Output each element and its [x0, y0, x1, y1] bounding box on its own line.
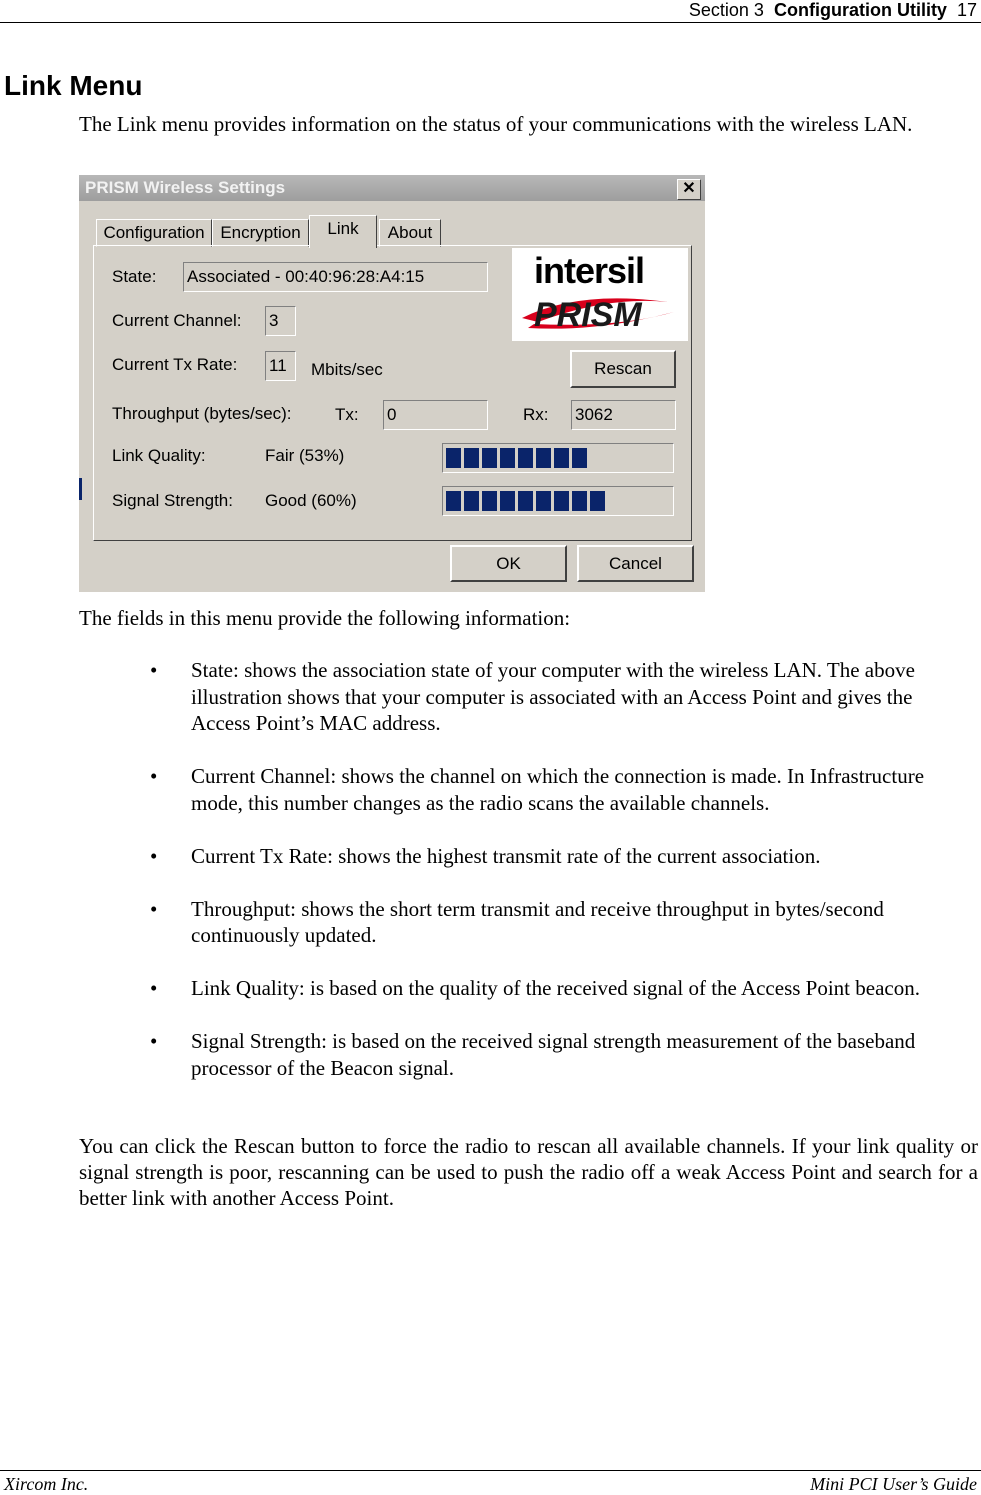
header-title: Configuration Utility	[773, 0, 947, 20]
close-button[interactable]: ✕	[677, 179, 701, 200]
edge-artifact	[79, 478, 82, 500]
signal-strength-bar-fill	[446, 491, 605, 511]
page-header	[0, 0, 981, 23]
intro-paragraph: The Link menu provides information on the status of your communications with the wireless LAN.	[79, 112, 913, 136]
list-item	[150, 1028, 970, 1081]
intersil-prism-logo	[512, 248, 688, 341]
progress-block	[518, 448, 533, 468]
footer-company: Xircom Inc.	[4, 1474, 89, 1494]
list-item-text: Current Channel: shows the channel on which the connection is made. In Infrastructure mode, this number changes as the radio scans the available channels.	[191, 764, 925, 815]
channel-label: Current Channel:	[112, 311, 242, 330]
list-item	[150, 763, 970, 816]
fields-intro: The fields in this menu provide the following information:	[79, 606, 571, 630]
field-descriptions-list	[150, 657, 970, 1108]
footer-guide-title: Mini PCI User’s Guide	[810, 1474, 977, 1494]
progress-block	[446, 448, 461, 468]
link-quality-bar	[442, 443, 674, 473]
logo-intersil-text: intersil	[534, 250, 645, 291]
tab-encryption[interactable]: Encryption	[212, 219, 309, 247]
footer-rule	[0, 1470, 981, 1471]
bullet-icon: •	[150, 843, 158, 868]
list-item	[150, 896, 970, 949]
tx-rate-label: Current Tx Rate:	[112, 355, 238, 374]
progress-block	[536, 448, 551, 468]
progress-block	[482, 491, 497, 511]
tab-about[interactable]: About	[379, 219, 441, 247]
bullet-icon: •	[150, 896, 158, 921]
ok-button[interactable]: OK	[450, 545, 567, 582]
progress-block	[500, 448, 515, 468]
rx-label: Rx:	[523, 405, 549, 424]
progress-block	[464, 448, 479, 468]
progress-block	[518, 491, 533, 511]
progress-block	[590, 491, 605, 511]
page-title: Link Menu	[4, 70, 143, 101]
list-item-text: Throughput: shows the short term transmit and receive throughput in bytes/second continuously updated.	[191, 896, 884, 947]
list-item-text: Signal Strength: is based on the received signal strength measurement of the baseband processor of the Beacon signal.	[191, 1029, 916, 1080]
tx-label: Tx:	[335, 405, 359, 424]
bullet-icon: •	[150, 976, 158, 1000]
state-label: State:	[112, 267, 157, 286]
header-section: Section 3	[688, 0, 764, 20]
cancel-button[interactable]: Cancel	[577, 545, 694, 582]
throughput-label: Throughput (bytes/sec):	[112, 404, 292, 423]
tab-configuration[interactable]: Configuration	[96, 219, 212, 247]
bullet-icon: •	[150, 1029, 158, 1053]
dialog-titlebar	[79, 175, 705, 201]
channel-field: 3	[265, 306, 296, 336]
list-item	[150, 843, 970, 870]
list-item	[150, 657, 970, 737]
tx-rate-field: 11	[265, 351, 296, 381]
progress-block	[572, 448, 587, 468]
link-quality-value: Fair (53%)	[265, 446, 345, 465]
progress-block	[500, 491, 515, 511]
header-text	[689, 0, 977, 21]
progress-block	[464, 491, 479, 511]
tx-rate-unit: Mbits/sec	[311, 360, 383, 379]
list-item-text: Current Tx Rate: shows the highest transmit rate of the current association.	[191, 843, 821, 868]
progress-block	[554, 448, 569, 468]
list-item-text: Link Quality: is based on the quality of the received signal of the Access Point beacon.	[191, 976, 920, 1000]
header-page-number: 17	[956, 0, 977, 20]
progress-block	[554, 491, 569, 511]
list-item-text: State: shows the association state of your computer with the wireless LAN. The above illustration shows that your computer is associated with an Access Point and gives the Access Point’s MAC address.	[191, 658, 915, 735]
progress-block	[482, 448, 497, 468]
dialog-title: PRISM Wireless Settings	[85, 178, 286, 197]
closing-paragraph: You can click the Rescan button to force the radio to rescan all available channels. If your link quality or signal strength is poor, rescanning can be used to push the radio off a weak Access Point and search for a better link with another Access Point.	[79, 1134, 978, 1210]
progress-block	[446, 491, 461, 511]
list-item	[150, 975, 970, 1002]
bullet-icon: •	[150, 764, 158, 788]
signal-strength-label: Signal Strength:	[112, 491, 233, 510]
progress-block	[536, 491, 551, 511]
link-quality-label: Link Quality:	[112, 446, 206, 465]
link-quality-bar-fill	[446, 448, 587, 468]
state-field: Associated - 00:40:96:28:A4:15	[183, 262, 488, 292]
tab-link[interactable]: Link	[309, 215, 377, 248]
tx-field: 0	[383, 400, 488, 430]
rescan-button[interactable]: Rescan	[570, 350, 676, 388]
bullet-icon: •	[150, 658, 158, 682]
signal-strength-value: Good (60%)	[265, 491, 357, 510]
prism-settings-dialog	[79, 175, 705, 592]
logo-prism-text: PRISM	[534, 296, 642, 334]
rx-field: 3062	[571, 400, 676, 430]
progress-block	[572, 491, 587, 511]
signal-strength-bar	[442, 486, 674, 516]
